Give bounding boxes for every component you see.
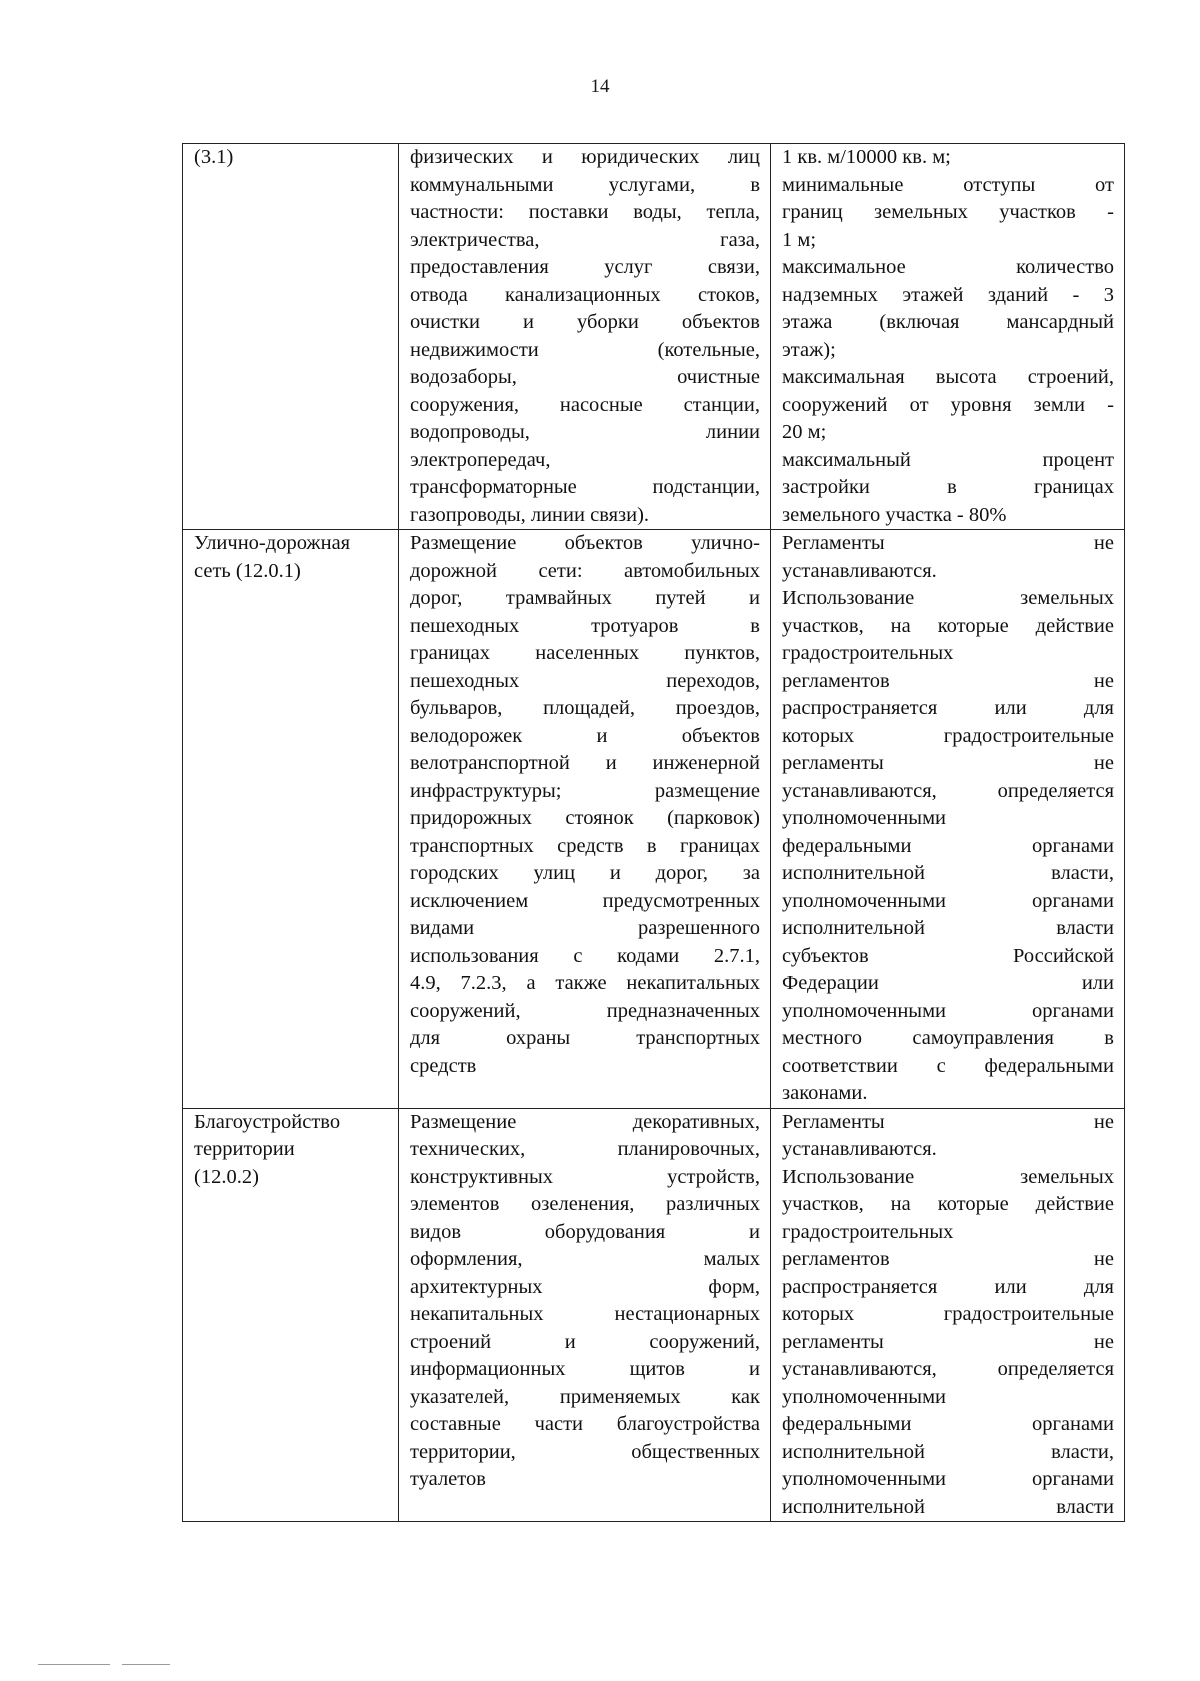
text-line: водопроводы, линии bbox=[410, 421, 760, 443]
text-line: минимальные отступы от bbox=[782, 173, 1114, 196]
text-line: электропередач, bbox=[410, 448, 551, 471]
text-line: информационных щитов и bbox=[410, 1358, 760, 1380]
text-line: велотранспортной и инженерной bbox=[410, 752, 760, 774]
text-line: уполномоченными органами bbox=[782, 1468, 1114, 1490]
text-line: устанавливаются, определяется bbox=[782, 1358, 1114, 1380]
text-line: регламенты не bbox=[782, 1330, 1114, 1353]
text-line: составные части благоустройства bbox=[410, 1413, 760, 1435]
text-line: градостроительных bbox=[782, 642, 954, 664]
text-line: 20 м; bbox=[782, 421, 827, 443]
text-line: Размещение объектов улично- bbox=[410, 532, 760, 554]
text-line: велодорожек и объектов bbox=[410, 724, 760, 747]
text-line: уполномоченными bbox=[782, 1385, 947, 1408]
text-line: границ земельных участков - bbox=[782, 201, 1114, 223]
text-line: архитектурных форм, bbox=[410, 1275, 760, 1298]
footer-rule-left bbox=[38, 1664, 110, 1665]
text-line: распространяется или для bbox=[782, 697, 1114, 719]
text-line: соответствии с федеральными bbox=[782, 1054, 1114, 1077]
text-line: федеральными органами bbox=[782, 1413, 1114, 1435]
text-line: некапитальных нестационарных bbox=[410, 1303, 760, 1325]
cell-description bbox=[399, 144, 771, 530]
text-line: законами. bbox=[782, 1082, 868, 1104]
text-line: предоставления услуг связи, bbox=[410, 256, 760, 278]
text-line: земельного участка - 80% bbox=[782, 503, 1007, 526]
table-body bbox=[183, 144, 1125, 1522]
text-line: сеть (12.0.1) bbox=[194, 559, 301, 582]
text-line: использования с кодами 2.7.1, bbox=[410, 944, 760, 967]
text-line: отвода канализационных стоков, bbox=[410, 283, 760, 306]
text-line: Федерации или bbox=[782, 972, 1114, 994]
text-line: участков, на которые действие bbox=[782, 614, 1114, 637]
text-line: максимальное количество bbox=[782, 256, 1114, 278]
text-line: туалетов bbox=[410, 1468, 486, 1490]
text-line: Регламенты не bbox=[782, 532, 1114, 554]
text-line: конструктивных устройств, bbox=[410, 1165, 760, 1188]
text-line: уполномоченными bbox=[782, 807, 947, 829]
text-line: уполномоченными органами bbox=[782, 889, 1114, 912]
text-line: сооружения, насосные станции, bbox=[410, 393, 760, 416]
text-line: исполнительной власти bbox=[782, 917, 1114, 939]
text-line: территории bbox=[194, 1138, 295, 1160]
cell-regulations bbox=[771, 530, 1125, 1109]
text-line: которых градостроительные bbox=[782, 1303, 1114, 1325]
text-line: устанавливаются, определяется bbox=[782, 779, 1114, 802]
text-line: участков, на которые действие bbox=[782, 1193, 1114, 1215]
cell-regulations bbox=[771, 144, 1125, 530]
text-line: уполномоченными органами bbox=[782, 999, 1114, 1022]
text-line: Использование земельных bbox=[782, 1165, 1114, 1188]
text-line: распространяется или для bbox=[782, 1275, 1114, 1298]
text-line: местного самоуправления в bbox=[782, 1027, 1114, 1049]
text-line: коммунальными услугами, в bbox=[410, 173, 760, 196]
text-line: технических, планировочных, bbox=[410, 1138, 760, 1160]
text-line: строений и сооружений, bbox=[410, 1330, 760, 1353]
cell-description bbox=[399, 530, 771, 1109]
text-line: Регламенты не bbox=[782, 1110, 1114, 1133]
text-line: (12.0.2) bbox=[194, 1165, 259, 1188]
text-line: дорог, трамвайных путей и bbox=[410, 587, 760, 609]
page-number: 14 bbox=[590, 76, 610, 97]
text-line: регламентов не bbox=[782, 669, 1114, 692]
text-line: для охраны транспортных bbox=[410, 1027, 760, 1049]
text-line: 4.9, 7.2.3, а также некапитальных bbox=[410, 972, 760, 994]
text-line: очистки и уборки объектов bbox=[410, 311, 760, 333]
text-line: исполнительной власти bbox=[782, 1495, 1114, 1518]
text-line: водозаборы, очистные bbox=[410, 366, 760, 388]
text-line: электричества, газа, bbox=[410, 228, 760, 251]
text-line: территории, общественных bbox=[410, 1440, 760, 1463]
text-line: (3.1) bbox=[194, 146, 234, 168]
text-line: исполнительной власти, bbox=[782, 862, 1114, 884]
text-line: средств bbox=[410, 1054, 477, 1077]
table-row bbox=[183, 144, 1125, 530]
text-line: этаж); bbox=[782, 338, 836, 361]
text-line: 1 м; bbox=[782, 228, 817, 251]
cell-description bbox=[399, 1108, 771, 1522]
text-line: Размещение декоративных, bbox=[410, 1110, 760, 1133]
text-line: пешеходных переходов, bbox=[410, 669, 760, 692]
text-line: максимальный процент bbox=[782, 448, 1114, 471]
text-line: регламенты не bbox=[782, 752, 1114, 774]
text-line: максимальная высота строений, bbox=[782, 366, 1114, 388]
cell-land-use-type bbox=[183, 530, 399, 1109]
text-line: недвижимости (котельные, bbox=[410, 338, 760, 361]
text-line: Использование земельных bbox=[782, 587, 1114, 609]
text-line: придорожных стоянок (парковок) bbox=[410, 807, 760, 829]
regulations-table bbox=[182, 143, 1125, 1522]
text-line: градостроительных bbox=[782, 1220, 954, 1243]
text-line: сооружений от уровня земли - bbox=[782, 393, 1114, 416]
text-line: федеральными органами bbox=[782, 834, 1114, 857]
text-line: оформления, малых bbox=[410, 1248, 760, 1270]
cell-land-use-type bbox=[183, 144, 399, 530]
text-line: видами разрешенного bbox=[410, 917, 760, 939]
text-line: инфраструктуры; размещение bbox=[410, 779, 760, 802]
text-line: транспортных средств в границах bbox=[410, 834, 760, 857]
text-line: элементов озеленения, различных bbox=[410, 1193, 760, 1215]
text-line: устанавливаются. bbox=[782, 559, 937, 582]
cell-regulations bbox=[771, 1108, 1125, 1522]
text-line: регламентов не bbox=[782, 1248, 1114, 1270]
text-line: исключением предусмотренных bbox=[410, 889, 760, 912]
text-line: которых градостроительные bbox=[782, 724, 1114, 747]
text-line: трансформаторные подстанции, bbox=[410, 476, 760, 498]
text-line: газопроводы, линии связи). bbox=[410, 503, 650, 526]
text-line: устанавливаются. bbox=[782, 1138, 937, 1160]
text-line: бульваров, площадей, проездов, bbox=[410, 697, 760, 719]
footer-rule-right bbox=[122, 1664, 170, 1665]
text-line: границах населенных пунктов, bbox=[410, 642, 760, 664]
text-line: этажа (включая мансардный bbox=[782, 311, 1114, 333]
text-line: видов оборудования и bbox=[410, 1220, 760, 1243]
text-line: Улично-дорожная bbox=[194, 532, 351, 554]
text-line: надземных этажей зданий - 3 bbox=[782, 283, 1114, 306]
text-line: городских улиц и дорог, за bbox=[410, 862, 760, 884]
table-row bbox=[183, 1108, 1125, 1522]
cell-land-use-type bbox=[183, 1108, 399, 1522]
text-line: 1 кв. м/10000 кв. м; bbox=[782, 146, 951, 168]
text-line: застройки в границах bbox=[782, 476, 1114, 498]
table-row bbox=[183, 530, 1125, 1109]
text-line: физических и юридических лиц bbox=[410, 146, 760, 168]
text-line: пешеходных тротуаров в bbox=[410, 614, 760, 637]
text-line: исполнительной власти, bbox=[782, 1440, 1114, 1463]
text-line: дорожной сети: автомобильных bbox=[410, 559, 760, 582]
text-line: указателей, применяемых как bbox=[410, 1385, 760, 1408]
text-line: сооружений, предназначенных bbox=[410, 999, 760, 1022]
text-line: субъектов Российской bbox=[782, 944, 1114, 967]
text-line: частности: поставки воды, тепла, bbox=[410, 201, 760, 223]
text-line: Благоустройство bbox=[194, 1110, 341, 1133]
